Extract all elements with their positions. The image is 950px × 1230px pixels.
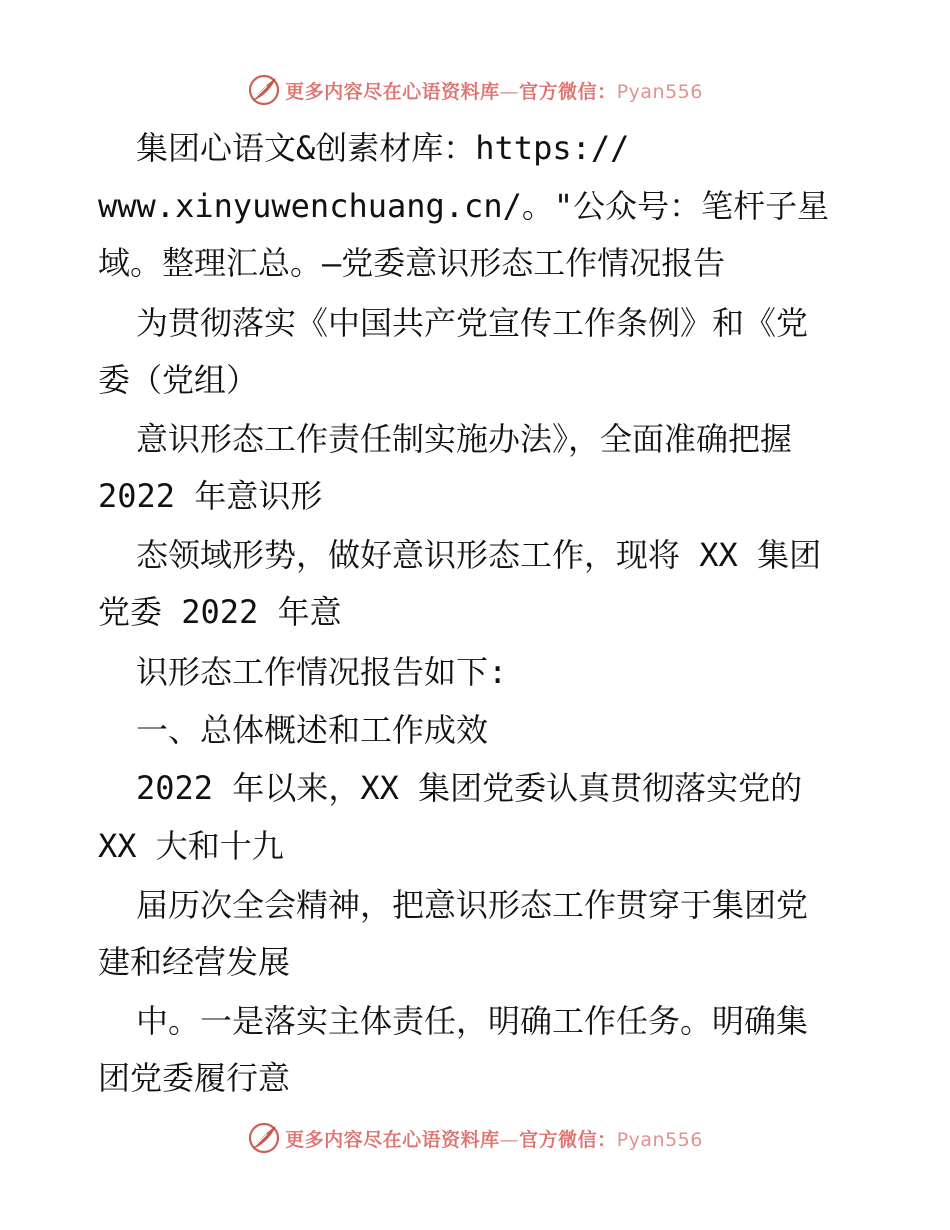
footer-watermark-banner (0, 1118, 950, 1158)
text-line: www.xinyuwenchuang.cn/。"公众号：笔杆子星 (98, 187, 830, 225)
text-line: XX 大和十九 (98, 827, 284, 865)
text-line: 建和经营发展 (98, 943, 291, 981)
text-line: 域。整理汇总。—党委意识形态工作情况报告 (98, 244, 726, 282)
text-line: 识形态工作情况报告如下: (136, 653, 508, 691)
watermark-text: 更多内容尽在心语资料库—官方微信：Pyan556 (285, 1128, 703, 1151)
text-line: 2022 年意识形 (98, 477, 323, 515)
text-line: 中。一是落实主体责任，明确工作任务。明确集 (136, 1002, 809, 1040)
text-line: 集团心语文&创素材库：https:// (136, 129, 630, 167)
header-watermark-banner (0, 70, 950, 110)
text-line: 届历次全会精神，把意识形态工作贯穿于集团党 (136, 886, 809, 924)
text-line: 一、总体概述和工作成效 (136, 711, 489, 749)
text-line: 党委 2022 年意 (98, 593, 342, 631)
watermark-text: 更多内容尽在心语资料库—官方微信：Pyan556 (285, 80, 703, 103)
feather-pen-logo-icon (247, 73, 281, 107)
text-line: 2022 年以来，XX 集团党委认真贯彻落实党的 (136, 769, 803, 807)
text-line: 意识形态工作责任制实施办法》，全面准确把握 (136, 420, 793, 458)
text-line: 团党委履行意 (98, 1059, 291, 1097)
feather-pen-logo-icon (247, 1121, 281, 1155)
text-line: 委（党组） (98, 361, 259, 399)
text-line: 为贯彻落实《中国共产党宣传工作条例》和《党 (136, 304, 809, 342)
text-line: 态领域形势，做好意识形态工作，现将 XX 集团 (136, 536, 822, 574)
